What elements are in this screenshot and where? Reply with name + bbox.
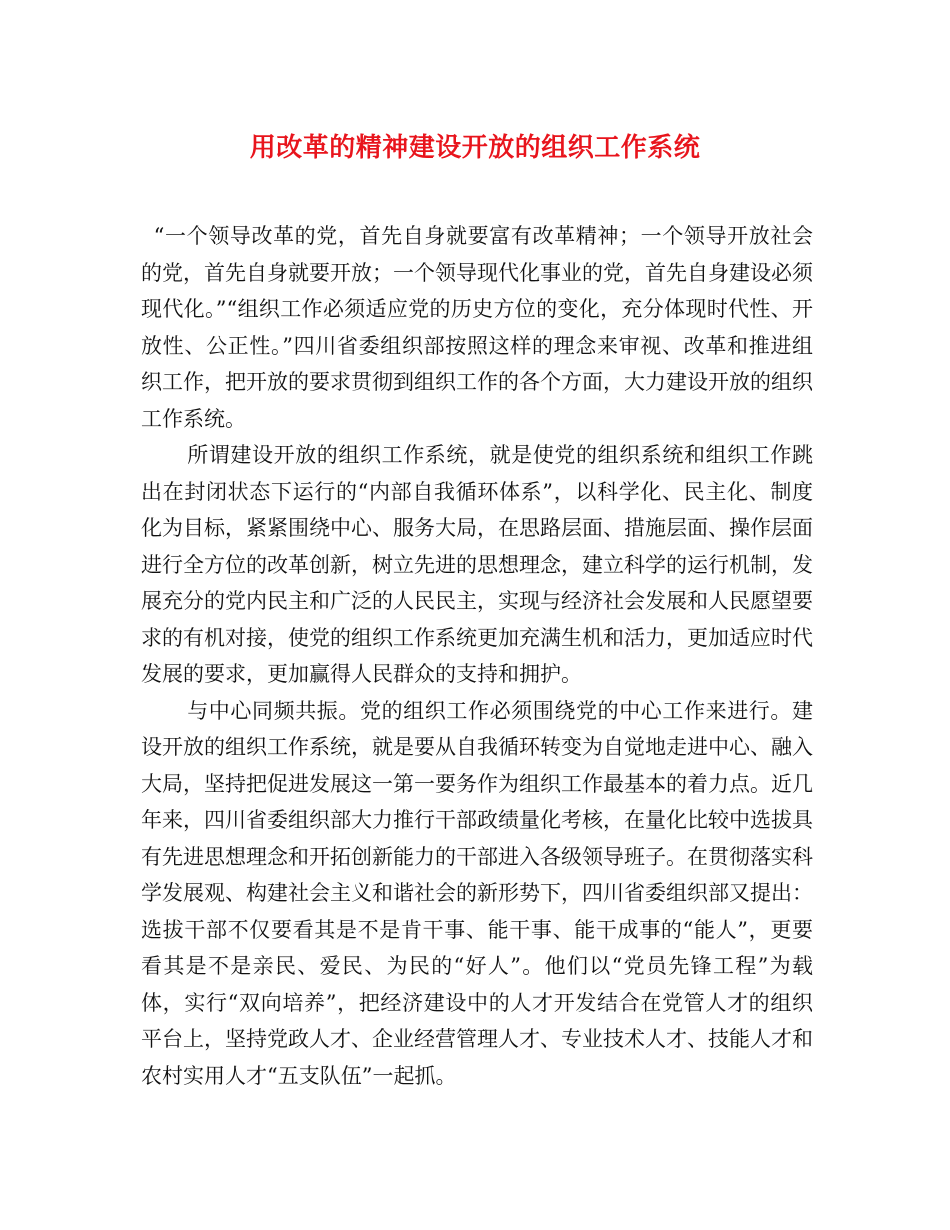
paragraph-3: 与中心同频共振。党的组织工作必须围绕党的中心工作来进行。建设开放的组织工作系统，就是要从自我循环转变为自觉地走进中心、融入大局，坚持把促进发展这一第一要务作为组织工作最基本的着力点。近几年来，四川省委组织部大力推行干部政绩量化考核，在量化比较中选拔具有先进思想理念和开拓创新能力的干部进入各级领导班子。在贯彻落实科学发展观、构建社会主义和谐社会的新形势下，四川省委组织部又提出：选拔干部不仅要看其是不是肯干事、能干事、能干成事的“能人”，更要看其是不是亲民、爱民、为民的“好人”。他们以“党员先锋工程”为载体，实行“双向培养”，把经济建设中的人才开发结合在党管人才的组织平台上，坚持党政人才、企业经营管理人才、专业技术人才、技能人才和农村实用人才“五支队伍”一起抓。 [141,698,813,1088]
document-body [141,218,813,1094]
paragraph-1: “一个领导改革的党，首先自身就要富有改革精神；一个领导开放社会的党，首先自身就要开放；一个领导现代化事业的党，首先自身建设必须现代化。”“组织工作必须适应党的历史方位的变化，充分体现时代性、开放性、公正性。”四川省委组织部按照这样的理念来审视、改革和推进组织工作，把开放的要求贯彻到组织工作的各个方面，大力建设开放的组织工作系统。 [141,224,813,431]
paragraph-2: 所谓建设开放的组织工作系统，就是使党的组织系统和组织工作跳出在封闭状态下运行的“内部自我循环体系”，以科学化、民主化、制度化为目标，紧紧围绕中心、服务大局，在思路层面、措施层面、操作层面进行全方位的改革创新，树立先进的思想理念，建立科学的运行机制，发展充分的党内民主和广泛的人民民主，实现与经济社会发展和人民愿望要求的有机对接，使党的组织工作系统更加充满生机和活力，更加适应时代发展的要求，更加赢得人民群众的支持和拥护。 [141,443,813,686]
document-title: 用改革的精神建设开放的组织工作系统 [249,133,701,163]
